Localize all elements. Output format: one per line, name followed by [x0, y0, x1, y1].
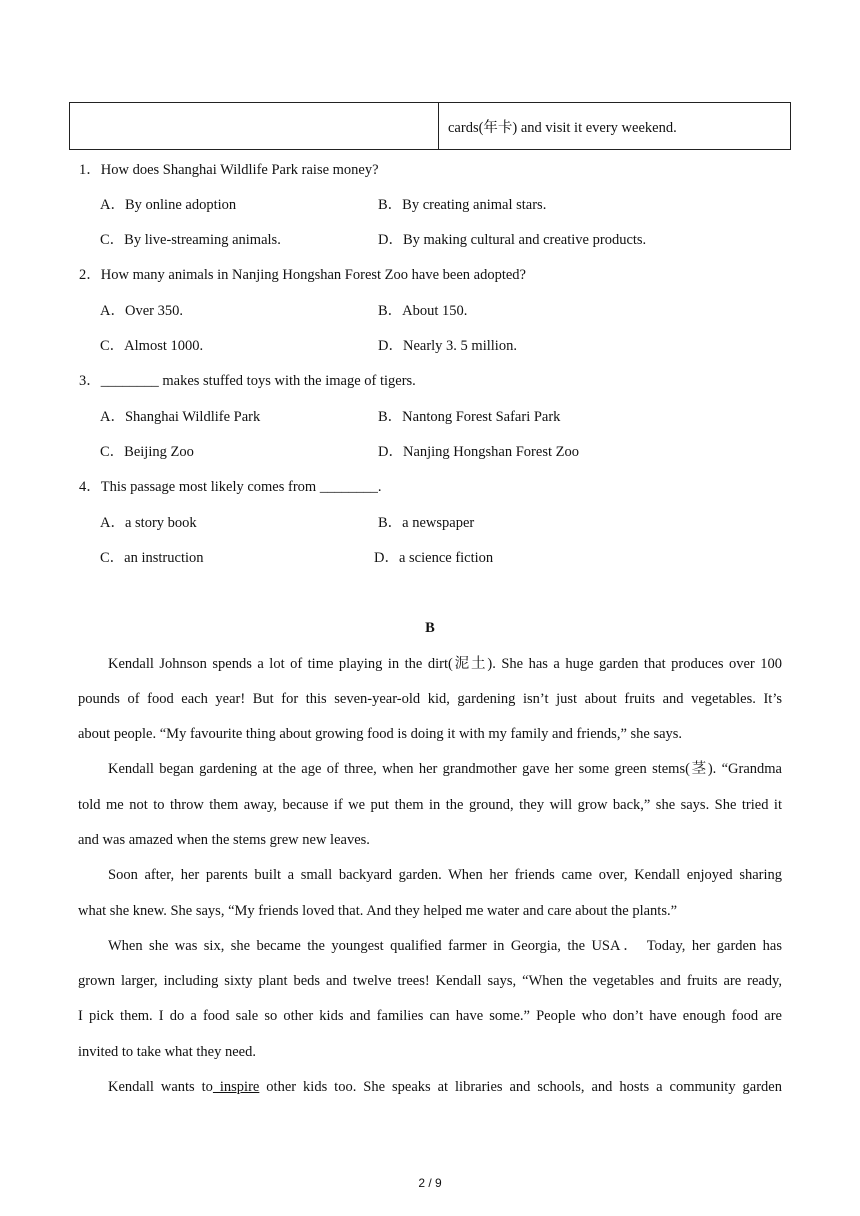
passage-line: told me not to throw them away, because if we put them in the ground, they will grow back,” she says. She tried it: [78, 797, 782, 813]
passage-line: I pick them. I do a food sale so other kids and families can have some.” People who don’t have enough food are: [78, 1008, 782, 1024]
question-3-option-b: B．Nantong Forest Safari Park: [378, 409, 561, 425]
passage-line: and was amazed when the stems grew new leaves.: [78, 832, 370, 848]
passage-line: Soon after, her parents built a small backyard garden. When her friends came over, Kendall enjoyed sharing: [108, 867, 782, 883]
question-4-option-a: A．a story book: [100, 515, 197, 531]
passage-line: what she knew. She says, “My friends loved that. And they helped me water and care about the plants.”: [78, 903, 678, 919]
table-cell-left: [70, 103, 439, 150]
question-4-option-d: D．a science fiction: [374, 550, 494, 566]
question-1-option-a: A．By online adoption: [100, 197, 237, 213]
passage-line: grown larger, including sixty plant beds and twelve trees! Kendall says, “When the vegetables and fruits are ready,: [78, 973, 782, 989]
question-1-option-b: B．By creating animal stars.: [378, 197, 547, 213]
passage-line: Kendall began gardening at the age of three, when her grandmother gave her some green stems(茎). “Grandma: [108, 761, 782, 777]
underlined-word-inspire: inspire: [212, 1079, 260, 1095]
passage-text: other kids too. She speaks at libraries and schools, and hosts a community garden: [259, 1079, 782, 1095]
table-cell-right: cards(年卡) and visit it every weekend.: [439, 103, 791, 150]
question-1-option-c: C．By live-streaming animals.: [100, 232, 281, 248]
question-4-stem: 4．This passage most likely comes from ________.: [79, 479, 382, 495]
question-3-option-d: D．Nanjing Hongshan Forest Zoo: [378, 444, 579, 460]
page-number: 2 / 9: [418, 1176, 442, 1190]
section-b-title: B: [425, 620, 435, 636]
question-3-option-a: A．Shanghai Wildlife Park: [100, 409, 261, 425]
passage-line: When she was six, she became the youngest qualified farmer in Georgia, the USA． Today, her garden has: [108, 938, 782, 954]
passage-line: invited to take what they need.: [78, 1044, 256, 1060]
question-1-option-d: D．By making cultural and creative products.: [378, 232, 647, 248]
continuation-table: [69, 102, 791, 150]
question-3-option-c: C．Beijing Zoo: [100, 444, 194, 460]
question-3-stem: 3．________ makes stuffed toys with the image of tigers.: [79, 373, 416, 389]
question-2-option-c: C．Almost 1000.: [100, 338, 204, 354]
question-2-stem: 2．How many animals in Nanjing Hongshan Forest Zoo have been adopted?: [79, 267, 526, 283]
passage-line: [78, 1077, 782, 1097]
question-2-option-b: B．About 150.: [378, 303, 468, 319]
passage-line: Kendall Johnson spends a lot of time playing in the dirt(泥土). She has a huge garden that produces over 100: [108, 656, 782, 672]
question-2-option-a: A．Over 350.: [100, 303, 183, 319]
question-4-option-c: C．an instruction: [100, 550, 204, 566]
passage-line: about people. “My favourite thing about growing food is doing it with my family and friends,” she says.: [78, 726, 683, 742]
passage-line: pounds of food each year! But for this seven-year-old kid, gardening isn’t just about fruits and vegetables. It’s: [78, 691, 782, 707]
question-4-option-b: B．a newspaper: [378, 515, 475, 531]
question-2-option-d: D．Nearly 3. 5 million.: [378, 338, 517, 354]
passage-text: Kendall wants to: [108, 1079, 213, 1095]
question-1-stem: 1．How does Shanghai Wildlife Park raise money?: [79, 162, 379, 178]
